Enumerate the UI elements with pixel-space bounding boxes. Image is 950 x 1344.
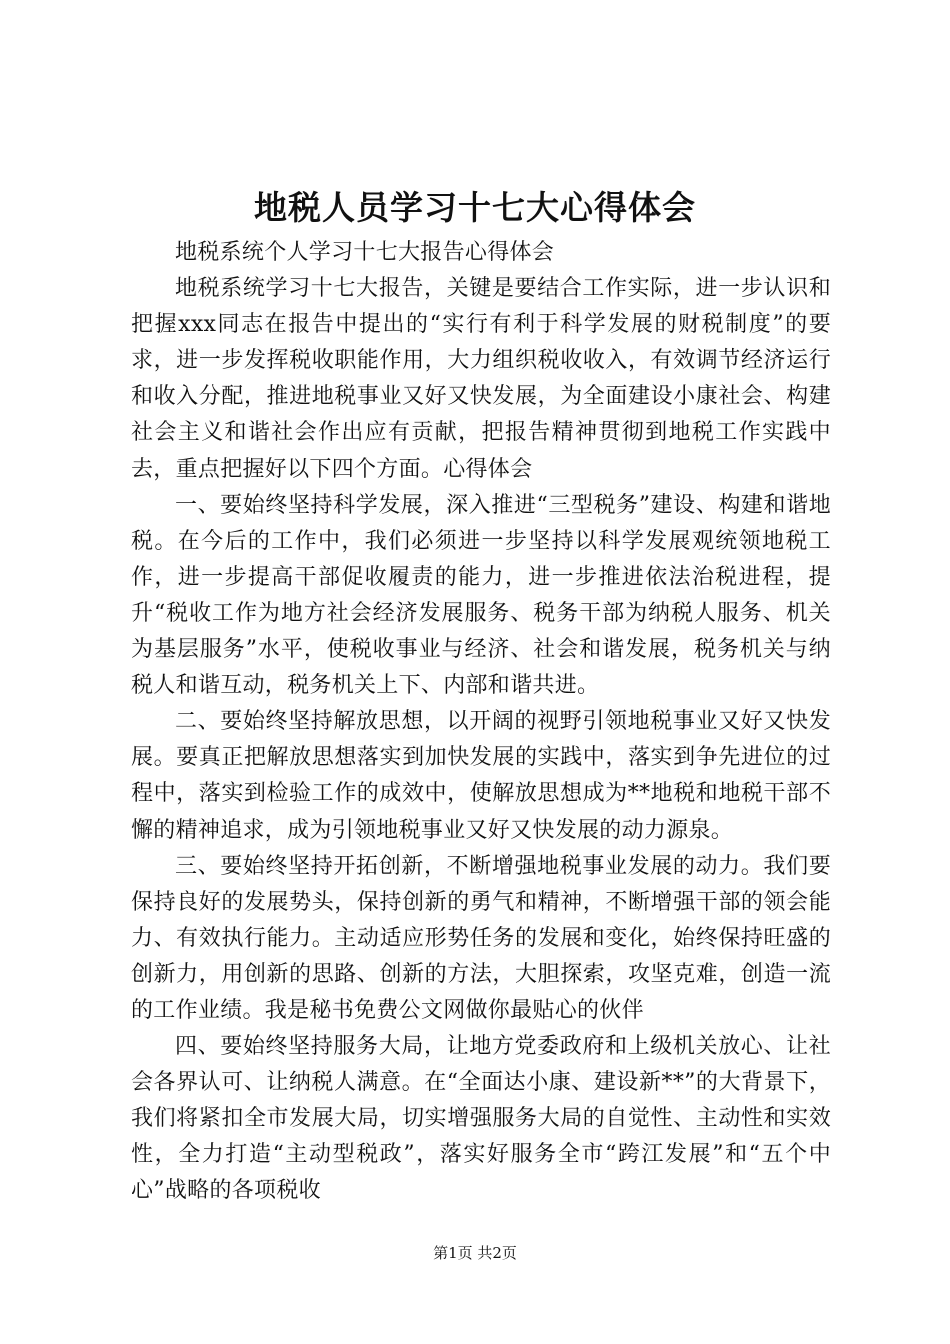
page-footer: 第1页 共2页 bbox=[433, 1244, 517, 1262]
point-two-paragraph: 二、要始终坚持解放思想，以开阔的视野引领地税事业又好又快发展。要真正把解放思想落实到加快发展的实践中，落实到争先进位的过程中，落实到检验工作的成效中，使解放思想成为**地税和地税干部不懈的精神追求，成为引领地税事业又好又快发展的动力源泉。 bbox=[131, 709, 831, 843]
point-one-paragraph: 一、要始终坚持科学发展，深入推进“三型税务”建设、构建和谐地税。在今后的工作中，我们必须进一步坚持以科学发展观统领地税工作，进一步提高干部促收履责的能力，进一步推进依法治税进程，提升“税收工作为地方社会经济发展服务、税务干部为纳税人服务、机关为基层服务”水平，使税收事业与经济、社会和谐发展，税务机关与纳税人和谐互动，税务机关上下、内部和谐共进。 bbox=[131, 492, 831, 699]
subtitle-paragraph: 地税系统个人学习十七大报告心得体会 bbox=[175, 240, 555, 265]
document-title: 地税人员学习十七大心得体会 bbox=[254, 188, 696, 227]
point-three-paragraph: 三、要始终坚持开拓创新，不断增强地税事业发展的动力。我们要保持良好的发展势头，保持创新的勇气和精神，不断增强干部的领会能力、有效执行能力。主动适应形势任务的发展和变化，始终保持旺盛的创新力，用创新的思路、创新的方法，大胆探索，攻坚克难，创造一流的工作业绩。我是秘书免费公文网做你最贴心的伙伴 bbox=[131, 853, 831, 1023]
intro-paragraph: 地税系统学习十七大报告，关键是要结合工作实际，进一步认识和把握xxx同志在报告中提出的“实行有利于科学发展的财税制度”的要求，进一步发挥税收职能作用，大力组织税收收入，有效调节经济运行和收入分配，推进地税事业又好又快发展，为全面建设小康社会、构建社会主义和谐社会作出应有贡献，把报告精神贯彻到地税工作实践中去，重点把握好以下四个方面。心得体会 bbox=[131, 276, 831, 482]
point-four-paragraph: 四、要始终坚持服务大局，让地方党委政府和上级机关放心、让社会各界认可、让纳税人满意。在“全面达小康、建设新**”的大背景下，我们将紧扣全市发展大局，切实增强服务大局的自觉性、主动性和实效性，全力打造“主动型税政”，落实好服务全市“跨江发展”和“五个中心”战略的各项税收 bbox=[131, 1034, 831, 1204]
document-body bbox=[131, 235, 831, 1210]
